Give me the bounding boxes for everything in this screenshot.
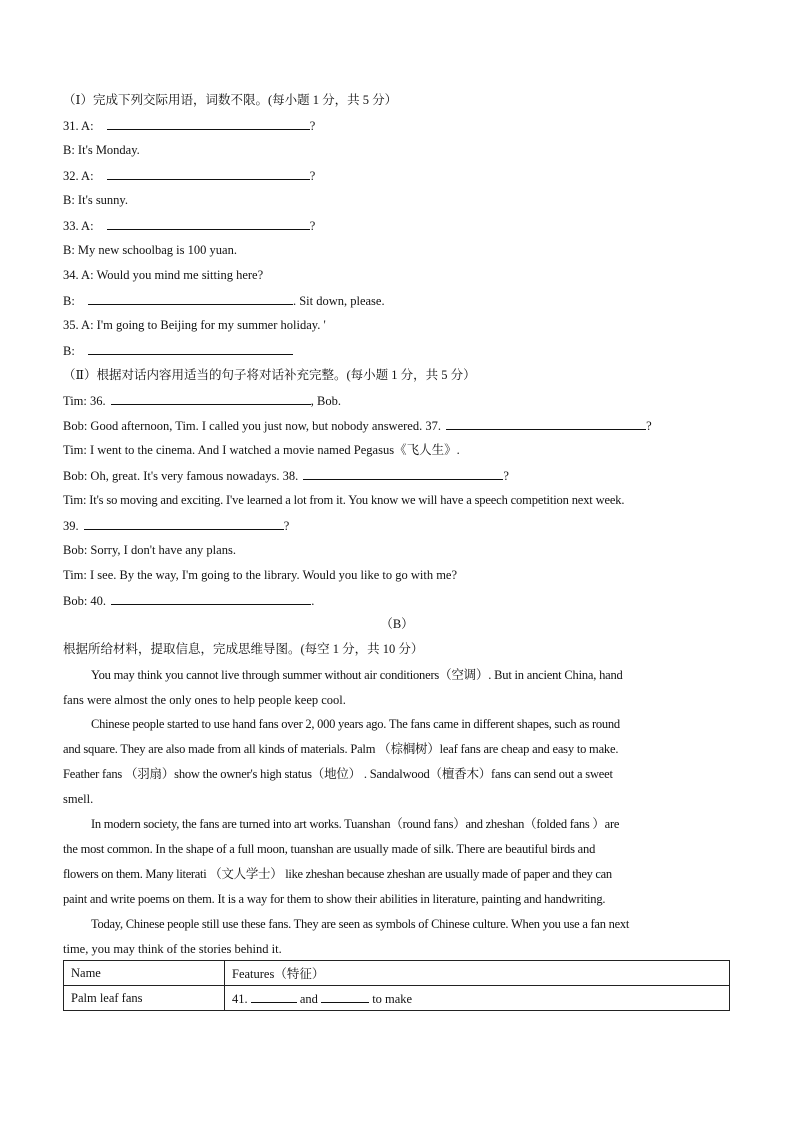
answer-blank-38[interactable] [303, 467, 503, 480]
q37-line: Bob: Good afternoon, Tim. I called you just now, but nobody answered. 37. ? [63, 419, 652, 433]
fan-features-table [63, 960, 730, 1011]
table-row [64, 986, 730, 1011]
table-header-features: Features（特征） [225, 961, 730, 986]
section-b-title: （B） [380, 617, 414, 631]
table-cell-features: 41. and to make [225, 986, 730, 1011]
passage-p3-line3: flowers on them. Many literati （文人学士） like zheshan because zheshan are usually made of paper and they can [63, 867, 612, 881]
table-header-name: Name [64, 961, 225, 986]
q32-line: 32. A: ? [63, 169, 316, 183]
table-cell-name: Palm leaf fans [64, 986, 225, 1011]
dialogue-tim-1: Tim: I went to the cinema. And I watched a movie named Pegasus《飞人生》. [63, 443, 460, 457]
dialogue-tim-3: Tim: I see. By the way, I'm going to the library. Would you like to go with me? [63, 568, 458, 582]
passage-p2-line4: smell. [63, 792, 94, 806]
answer-blank-41b[interactable] [321, 990, 369, 1003]
passage-p1-line1: You may think you cannot live through summer without air conditioners（空调）. But in ancient China, hand [91, 668, 623, 682]
section2-heading: （Ⅱ）根据对话内容用适当的句子将对话补充完整。(每小题 1 分，共 5 分） [63, 368, 476, 382]
answer-blank-33[interactable] [107, 217, 310, 230]
passage-p3-line2: the most common. In the shape of a full moon, tuanshan are usually made of silk. There are beautiful birds and [63, 842, 596, 856]
q34-reply: B: . Sit down, please. [63, 294, 385, 308]
passage-p4-line1: Today, Chinese people still use these fans. They are seen as symbols of Chinese culture. When you use a fan next [91, 917, 630, 931]
answer-blank-36[interactable] [111, 392, 311, 405]
answer-blank-32[interactable] [107, 167, 310, 180]
q39-line: 39. ? [63, 519, 290, 533]
q35-reply: B: [63, 342, 293, 359]
answer-blank-34[interactable] [88, 292, 293, 305]
q31-line: 31. A: ? [63, 119, 316, 133]
section-b-instruction: 根据所给材料，提取信息，完成思维导图。(每空 1 分，共 10 分） [63, 642, 424, 656]
q36-line: Tim: 36. , Bob. [63, 394, 341, 408]
q33-reply: B: My new schoolbag is 100 yuan. [63, 243, 237, 257]
answer-blank-41a[interactable] [251, 990, 297, 1003]
answer-blank-39[interactable] [84, 517, 284, 530]
q34-line: 34. A: Would you mind me sitting here? [63, 268, 264, 282]
answer-blank-35[interactable] [88, 342, 293, 355]
passage-p2-line2: and square. They are also made from all kinds of materials. Palm （棕榈树）leaf fans are cheap and easy to make. [63, 742, 619, 756]
q38-line: Bob: Oh, great. It's very famous nowadays. 38. ? [63, 469, 509, 483]
passage-p2-line1: Chinese people started to use hand fans over 2, 000 years ago. The fans came in different shapes, such as round [91, 717, 620, 731]
q35-line: 35. A: I'm going to Beijing for my summer holiday. ' [63, 318, 326, 332]
q33-line: 33. A: ? [63, 219, 316, 233]
table-header-row [64, 961, 730, 986]
answer-blank-37[interactable] [446, 417, 646, 430]
dialogue-bob-3: Bob: Sorry, I don't have any plans. [63, 543, 236, 557]
dialogue-tim-2: Tim: It's so moving and exciting. I've learned a lot from it. You know we will have a speech competition next week. [63, 493, 625, 507]
answer-blank-40[interactable] [111, 592, 311, 605]
passage-p3-line1: In modern society, the fans are turned into art works. Tuanshan（round fans）and zheshan（folded fans ）are [91, 817, 620, 831]
q32-reply: B: It's sunny. [63, 193, 128, 207]
section1-heading: （Ⅰ）完成下列交际用语，词数不限。(每小题 1 分，共 5 分） [63, 93, 398, 107]
passage-p2-line3: Feather fans （羽扇）show the owner's high status（地位） . Sandalwood（檀香木）fans can send out a sweet [63, 767, 613, 781]
passage-p1-line2: fans were almost the only ones to help people keep cool. [63, 693, 346, 707]
q40-line: Bob: 40. . [63, 594, 315, 608]
passage-p3-line4: paint and write poems on them. It is a way for them to show their abilities in literature, painting and handwriting. [63, 892, 606, 906]
q31-reply: B: It's Monday. [63, 143, 140, 157]
passage-p4-line2: time, you may think of the stories behind it. [63, 942, 282, 956]
answer-blank-31[interactable] [107, 117, 310, 130]
